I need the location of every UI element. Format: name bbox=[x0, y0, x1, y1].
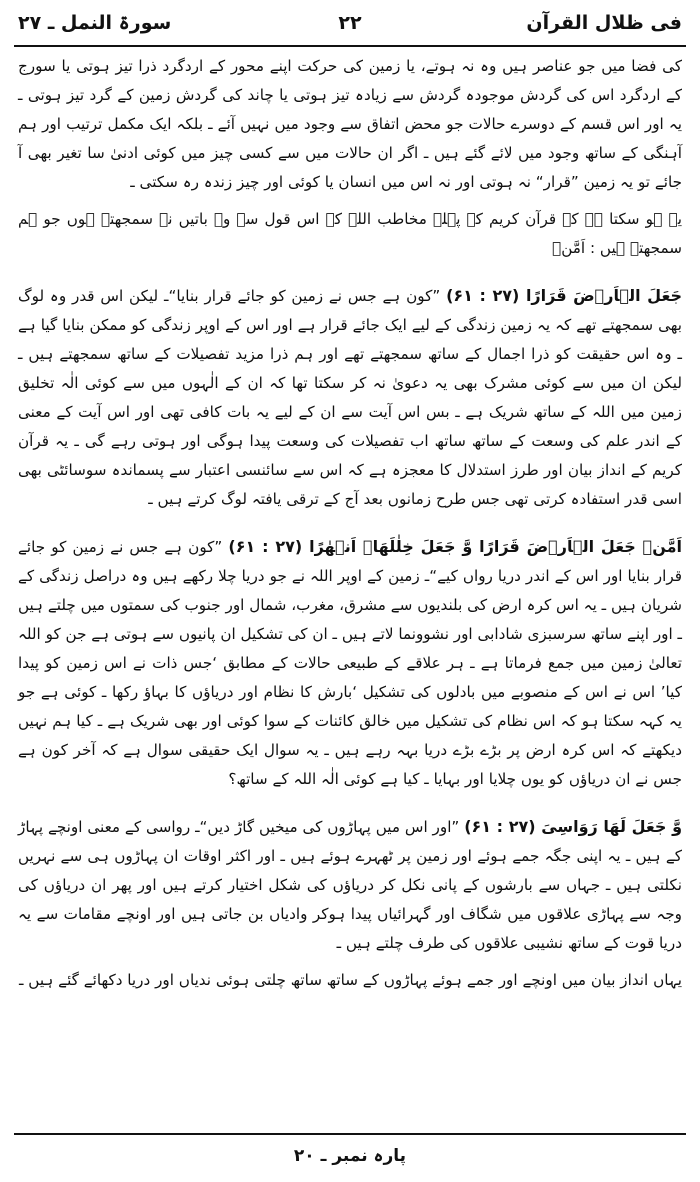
paragraph-text: ”کون ہے جس نے زمین کو جائے قرار بنایا اور اس کے اندر دریا رواں کیے“ـ زمین کے اوپر اللہ نے جو دریا چلا رکھے ہیں وہ دراصل زندگی کے شریان ہیں ـ یہ اس کرہ ارض کی بلندیوں سے مشرق، مغرب، شمال اور جنوب کی سمتوں میں چلتے ہیں ـ اور اپنے ساتھ سرسبزی شادابی اور نشوونما لاتے ہیں ـ ان کی تشکیل ان پانیوں سے ہوتی ہے جن کو اللہ تعالیٰ زمین میں جمع فرماتا ہے ـ ہر علاقے کے طبیعی حالات کے مطابق ‘جس ذات نے اس زمین کو پیدا کیا’ اس نے اس کے منصوبے میں بادلوں کی تشکیل ‘بارش کا نظام اور دریاؤں کا بہاؤ رکھا ـ کوئی ہے جو یہ کہہ سکتا ہو کہ اس نظام کی تشکیل میں خالق کائنات کے سوا کوئی اور بھی شریک ہے ـ کیا ہم نہیں دیکھتے کہ اس کرہ ارض پر بڑے بڑے دریا بہہ رہے ہیں ـ یہ سوال ایک حقیقی سوال ہے کہ آخر کون ہے جس نے ان دریاؤں کو یوں چلایا اور بہایا ـ کیا ہے کوئی الٰہ اللہ کے ساتھ؟ bbox=[18, 538, 682, 788]
paragraph-text: ”اور اس میں پہاڑوں کی میخیں گاڑ دیں“ـ رواسی کے معنی اونچے پہاڑ کے ہیں ـ یہ اپنی جگہ جمے ہوئے اور زمین پر ٹھہرے ہوئے ہیں ـ اور اکثر اوقات ان پہاڑوں ہی سے نہریں نکلتی ہیں ـ جہاں سے بارشوں کے پانی نکل کر دریاؤں کی شکل اختیار کرتے ہیں اور پھر ان دریاؤں کی وجہ سے پہاڑی علاقوں میں شگاف اور گہرائیاں پیدا ہوکر وادیاں بن جاتی ہیں اور اونچے مقامات سے یہ دریا قوت کے ساتھ نشیبی علاقوں کی طرف چلتے ہیں ـ bbox=[18, 818, 682, 952]
page-header bbox=[14, 10, 686, 42]
paragraph-text: یہاں انداز بیان میں اونچے اور جمے ہوئے پہاڑوں کے ساتھ ساتھ چلتی ہوئی ندیاں اور دریا دکھائے گئے ہیں ـ bbox=[19, 971, 682, 989]
quran-verse: وَّ جَعَلَ لَهَا رَوَاسِیَ (۲۷ : ۶۱) bbox=[464, 817, 683, 836]
paragraph-5 bbox=[18, 812, 682, 958]
paragraph-text: کی فضا میں جو عناصر ہیں وہ نہ ہوتے، یا زمین کی حرکت اپنے محور کے اردگرد ذرا تیز ہوتی یا سورج کے اردگرد اس کی گردش موجودہ گردش سے زیادہ تیز ہوتی یا چاند کی گردش زمین کے گرد تیز ہوتی ـ یہ اور اس قسم کے دوسرے حالات جو محض اتفاق سے وجود میں نہیں آئے ـ بلکہ ایک مکمل ترتیب اور ہم آہنگی کے ساتھ وجود میں لائے گئے ہیں ـ اگر ان حالات میں سے کسی چیز میں کوئی ادنیٰ سا تغیر بھی آ جائے تو یہ زمین ”قرار“ نہ ہوتی اور نہ اس میں انسان یا کوئی اور چیز زندہ رہ سکتی ـ bbox=[18, 57, 682, 191]
header-rule bbox=[14, 45, 686, 47]
book-title: فی ظلال القرآن bbox=[526, 12, 682, 34]
paragraph-2 bbox=[18, 205, 682, 263]
quran-verse: جَعَلَ الۡاَرۡضَ قَرَارًا (۲۷ : ۶۱) bbox=[446, 286, 683, 305]
paragraph-6 bbox=[18, 966, 682, 995]
quran-verse: اَمَّنۡ جَعَلَ الۡاَرۡضَ قَرَارًا وَّ جَعَلَ خِلٰلَهَاۤ اَنۡهٰرًا (۲۷ : ۶۱) bbox=[228, 537, 683, 556]
paragraph-1 bbox=[18, 52, 682, 197]
para-number: پارہ نمبر ـ ۲۰ bbox=[293, 1146, 407, 1166]
paragraph-text: یہ ہو سکتا ہے کہ قرآن کریم کے پہلے مخاطب اللہ کے اس قول سے وہ باتیں نہ سمجھتے ہوں جو ہم سمجھتے ہیں : اَمَّنۡ bbox=[18, 210, 682, 257]
surah-title: سورۃ النمل ـ ۲۷ bbox=[18, 12, 172, 34]
page-body bbox=[18, 52, 682, 1003]
document-page bbox=[14, 0, 686, 1182]
page-number: ۲۲ bbox=[338, 12, 362, 34]
paragraph-3 bbox=[18, 281, 682, 514]
paragraph-text: ”کون ہے جس نے زمین کو جائے قرار بنایا“ـ لیکن اس قدر وہ لوگ بھی سمجھتے تھے کہ یہ زمین زندگی کے لیے ایک جائے قرار ہے اور اس کے اوپر زندگی کو ممکن بنایا گیا ہے ـ وہ اس حقیقت کو ذرا اجمال کے ساتھ سمجھتے تھے اور ہم ذرا مزید تفصیلات کے ساتھ سمجھتے ہیں ـ لیکن ان میں سے کوئی مشرک بھی یہ دعویٰ نہ کر سکتا تھا کہ ان کے الٰہوں میں سے کوئی الٰہ تخلیق زمین میں اللہ کے ساتھ شریک ہے ـ بس اس آیت سے ان کے لیے یہ بات کافی تھی اور اس آیت کے معنی کے اندر علم کی وسعت کے ساتھ ساتھ اب تفصیلات کی وسعت پیدا ہوگی اور ہوتی رہے گی ـ یہ قرآن کریم کے انداز بیان اور طرز استدلال کا معجزہ ہے کہ اس سے سائنسی اعتبار سے پسماندہ سوسائٹی بھی اسی قدر استفادہ کرتی تھی جس طرح زمانوں بعد آج کے ترقی یافتہ لوگ کرتے ہیں ـ bbox=[18, 287, 682, 508]
paragraph-4 bbox=[18, 532, 682, 794]
footer-rule bbox=[14, 1133, 686, 1135]
